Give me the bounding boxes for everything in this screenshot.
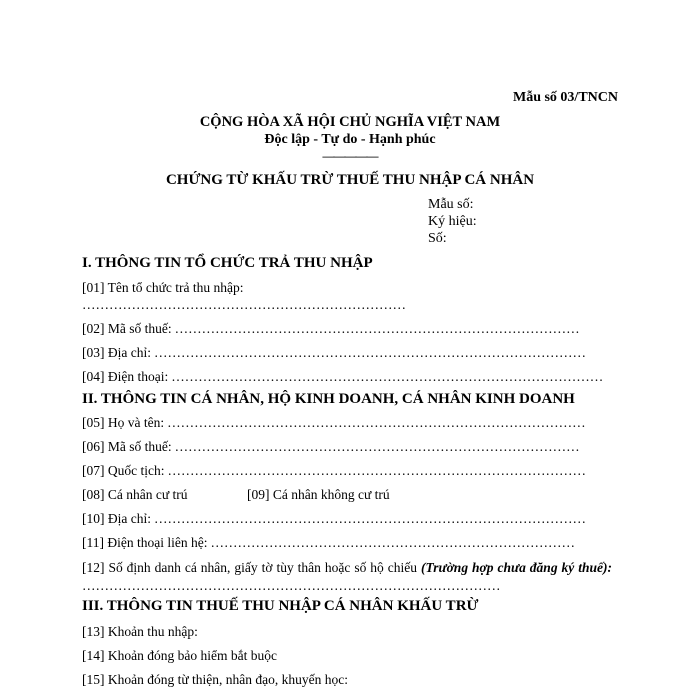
- field-10-label: [10] Địa chỉ:: [82, 511, 151, 526]
- field-02: [82, 321, 580, 337]
- field-07-label: [07] Quốc tịch:: [82, 463, 165, 478]
- field-08-label: [08] Cá nhân cư trú: [82, 487, 188, 502]
- field-09-label: [09] Cá nhân không cư trú: [247, 487, 390, 502]
- meta-number: Số:: [428, 231, 447, 246]
- field-11-label: [11] Điện thoại liên hệ:: [82, 535, 208, 550]
- field-07-dots: …………………………………………………………………………………: [167, 463, 586, 478]
- field-04: [82, 369, 603, 385]
- section-3-heading: III. THÔNG TIN THUẾ THU NHẬP CÁ NHÂN KHẤU TRỪ: [82, 598, 479, 614]
- meta-symbol: Ký hiệu:: [428, 214, 477, 229]
- field-01-label: [01] Tên tổ chức trả thu nhập:: [82, 280, 244, 295]
- field-01-dots: ………………………………………………………………: [82, 297, 406, 312]
- field-10-dots: ……………………………………………………………………………………: [153, 511, 586, 526]
- field-14-label: [14] Khoản đóng bảo hiểm bắt buộc: [82, 648, 277, 663]
- document-title: CHỨNG TỪ KHẤU TRỪ THUẾ THU NHẬP CÁ NHÂN: [165, 172, 535, 188]
- national-motto: Độc lập - Tự do - Hạnh phúc: [264, 132, 436, 147]
- field-06: [82, 439, 580, 455]
- field-05-dots: …………………………………………………………………………………: [167, 415, 586, 430]
- field-05: [82, 415, 586, 431]
- field-12: [82, 559, 612, 595]
- field-03-dots: ……………………………………………………………………………………: [153, 345, 586, 360]
- field-06-dots: ………………………………………………………………………………: [174, 439, 580, 454]
- field-13-label: [13] Khoản thu nhập:: [82, 624, 198, 639]
- field-02-dots: ………………………………………………………………………………: [174, 321, 580, 336]
- field-04-dots: ……………………………………………………………………………………: [171, 369, 604, 384]
- field-04-label: [04] Điện thoại:: [82, 369, 169, 384]
- field-12-note: (Trường hợp chưa đăng ký thuế):: [420, 560, 612, 575]
- field-12-dots: …………………………………………………………………………………: [82, 578, 501, 593]
- meta-template-no: Mẫu số:: [428, 197, 474, 212]
- field-11-dots: ………………………………………………………………………: [210, 535, 575, 550]
- section-1-heading: I. THÔNG TIN TỔ CHỨC TRẢ THU NHẬP: [82, 255, 373, 271]
- header-rule: —————: [322, 149, 378, 163]
- section-2-heading: II. THÔNG TIN CÁ NHÂN, HỘ KINH DOANH, CÁ NHÂN KINH DOANH: [82, 391, 575, 407]
- field-03: [82, 345, 586, 361]
- field-15-label: [15] Khoản đóng từ thiện, nhân đạo, khuyến học:: [82, 672, 349, 687]
- field-10: [82, 511, 586, 527]
- field-02-label: [02] Mã số thuế:: [82, 321, 172, 336]
- field-07: [82, 463, 586, 479]
- form-code: Mẫu số 03/TNCN: [512, 90, 618, 105]
- national-title: CỘNG HÒA XÃ HỘI CHỦ NGHĨA VIỆT NAM: [199, 114, 501, 130]
- field-03-label: [03] Địa chỉ:: [82, 345, 151, 360]
- field-06-label: [06] Mã số thuế:: [82, 439, 172, 454]
- field-11: [82, 535, 575, 551]
- field-12-label: [12] Số định danh cá nhân, giấy tờ tùy thân hoặc số hộ chiếu: [82, 560, 418, 575]
- field-05-label: [05] Họ và tên:: [82, 415, 165, 430]
